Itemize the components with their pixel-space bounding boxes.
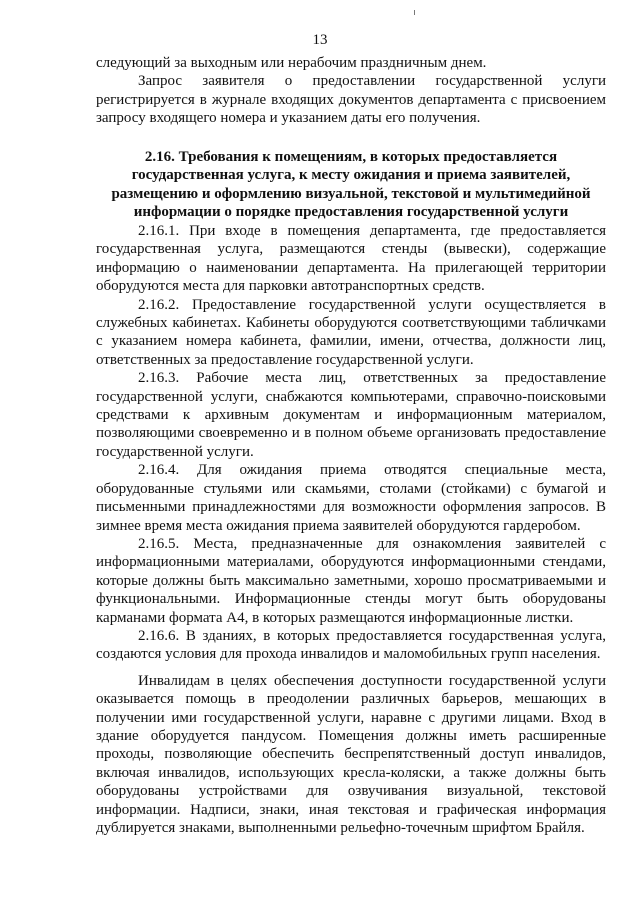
paragraph-2-16-5: 2.16.5. Места, предназначенные для ознакомления заявителей с информационными материалами, оборудуются информационными стендами, которые должны быть максимально заметными, хорошо просматриваемыми и функциональными. Информационные стенды могут быть оборудованы карманами формата А4, в которых размещаются информационные листки. <box>96 535 606 626</box>
document-body <box>96 54 606 837</box>
paragraph-2-16-3: 2.16.3. Рабочие места лиц, ответственных за предоставление государственной услуги, снабжаются компьютерами, справочно-поисковыми средствами к архивным документам и информационным материалом, позволяющими своевременно и в полном объеме организовать предоставление государственной услуги. <box>96 370 606 460</box>
paragraph-2-16-6: 2.16.6. В зданиях, в которых предоставляется государственная услуга, создаются условия для прохода инвалидов и маломобильных групп населения. <box>96 627 606 663</box>
paragraph-2-16-1: 2.16.1. При входе в помещения департамента, где предоставляется государственная услуга, размещаются стенды (вывески), содержащие информацию о наименовании департамента. На прилегающей территории оборудуются места для парковки автотранспортных средств. <box>96 223 606 295</box>
paragraph-accessibility: Инвалидам в целях обеспечения доступности государственной услуги оказывается помощь в преодолении различных барьеров, мешающих в получении ими государственной услуги, наравне с другими лицами. Вход в здание оборудуется пандусом. Помещения должны иметь расширенные проходы, позволяющие обеспечить беспрепятственный доступ инвалидов, включая инвалидов, использующих кресла-коляски, а также должны быть оборудованы устройствами для озвучивания визуальной, текстовой информации. Надписи, знаки, иная текстовая и графическая информация дублируется знаками, выполненными рельефно-точечным шрифтом Брайля. <box>96 672 606 836</box>
intro-paragraph-continuation: следующий за выходным или нерабочим праздничным днем. <box>96 55 487 71</box>
scan-speck <box>414 10 415 15</box>
paragraph-2-16-4: 2.16.4. Для ожидания приема отводятся специальные места, оборудованные стульями или скамьями, столами (стойками) с бумагой и письменными принадлежностями для возможности оформления запросов. В зимнее время места ожидания приема заявителей оборудуются гардеробом. <box>96 462 606 534</box>
page-number: 13 <box>312 32 328 48</box>
intro-paragraph-registration: Запрос заявителя о предоставлении государственной услуги регистрируется в журнале входящих документов департамента с присвоением запросу входящего номера и указанием даты его получения. <box>96 73 606 127</box>
section-heading-2-16: 2.16. Требования к помещениям, в которых предоставляется государственная услуга, к месту ожидания и приема заявителей, размещению и оформлению визуальной, текстовой и мультимедийной информации о порядке предоставления государственной услуги <box>111 148 591 221</box>
paragraph-2-16-2: 2.16.2. Предоставление государственной услуги осуществляется в служебных кабинетах. Кабинеты оборудуются соответствующими табличками с указанием номера кабинета, фамилии, имени, отчества, должности лиц, ответственных за предоставление государственной услуги. <box>96 296 606 368</box>
